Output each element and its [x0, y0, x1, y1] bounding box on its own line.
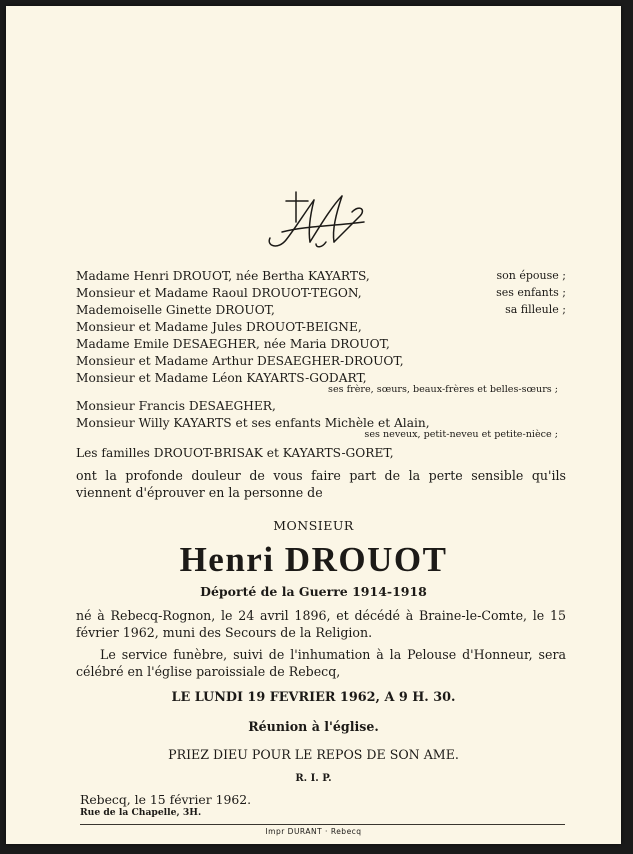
family-member-relation: ses enfants ;	[496, 286, 566, 299]
family-member-relation: sa filleule ;	[505, 303, 566, 316]
footer-divider	[80, 824, 565, 825]
family-member-name: Madame Henri DROUOT, née Bertha KAYARTS,	[76, 269, 370, 283]
family-member-name: Monsieur et Madame Arthur DESAEGHER-DROUOT,	[76, 354, 404, 368]
family-member-name: Les familles DROUOT-BRISAK et KAYARTS-GORET,	[76, 446, 394, 460]
family-member-name: Monsieur Francis DESAEGHER,	[76, 399, 276, 413]
service-date: LE LUNDI 19 FEVRIER 1962, A 9 H. 30.	[171, 690, 456, 705]
family-member-name: Monsieur et Madame Léon KAYARTS-GODART,	[76, 371, 367, 385]
siblings-relation: ses frère, sœurs, beaux-frères et belles-sœurs ;	[328, 384, 558, 395]
family-member-name: Monsieur et Madame Raoul DROUOT-TEGON,	[76, 286, 362, 300]
address: Rue de la Chapelle, 3H.	[80, 807, 202, 818]
family-member-name: Madame Emile DESAEGHER, née Maria DROUOT,	[76, 337, 390, 351]
printer-credit: Impr DURANT · Rebecq	[265, 827, 362, 836]
nephews-relation: ses neveux, petit-neveu et petite-nièce ;	[364, 429, 558, 440]
cross-monogram-icon	[264, 186, 374, 252]
family-member-relation: son épouse ;	[496, 269, 566, 282]
announcement-text: ont la profonde douleur de vous faire part de la perte sensible qu'ils viennent d'éprouver en la personne de	[76, 468, 566, 500]
deceased-name: Henri DROUOT	[179, 540, 448, 579]
deported-note: Déporté de la Guerre 1914-1918	[200, 584, 427, 599]
funeral-notice-card	[6, 6, 621, 844]
rip-line: R. I. P.	[295, 773, 332, 784]
family-member-name: Monsieur et Madame Jules DROUOT-BEIGNE,	[76, 320, 362, 334]
prayer-line: PRIEZ DIEU POUR LE REPOS DE SON AME.	[168, 747, 459, 762]
family-member-name: Mademoiselle Ginette DROUOT,	[76, 303, 275, 317]
family-member-name: Monsieur Willy KAYARTS et ses enfants Michèle et Alain,	[76, 416, 430, 430]
honorific: MONSIEUR	[273, 518, 354, 533]
birth-death-text: né à Rebecq-Rognon, le 24 avril 1896, et décédé à Braine-le-Comte, le 15 février 1962, muni des Secours de la Religion.	[76, 608, 566, 640]
place-and-date: Rebecq, le 15 février 1962.	[80, 792, 252, 807]
service-text: Le service funèbre, suivi de l'inhumation à la Pelouse d'Honneur, sera célébré en l'église paroissiale de Rebecq,	[76, 647, 566, 679]
meeting-note: Réunion à l'église.	[248, 719, 379, 734]
